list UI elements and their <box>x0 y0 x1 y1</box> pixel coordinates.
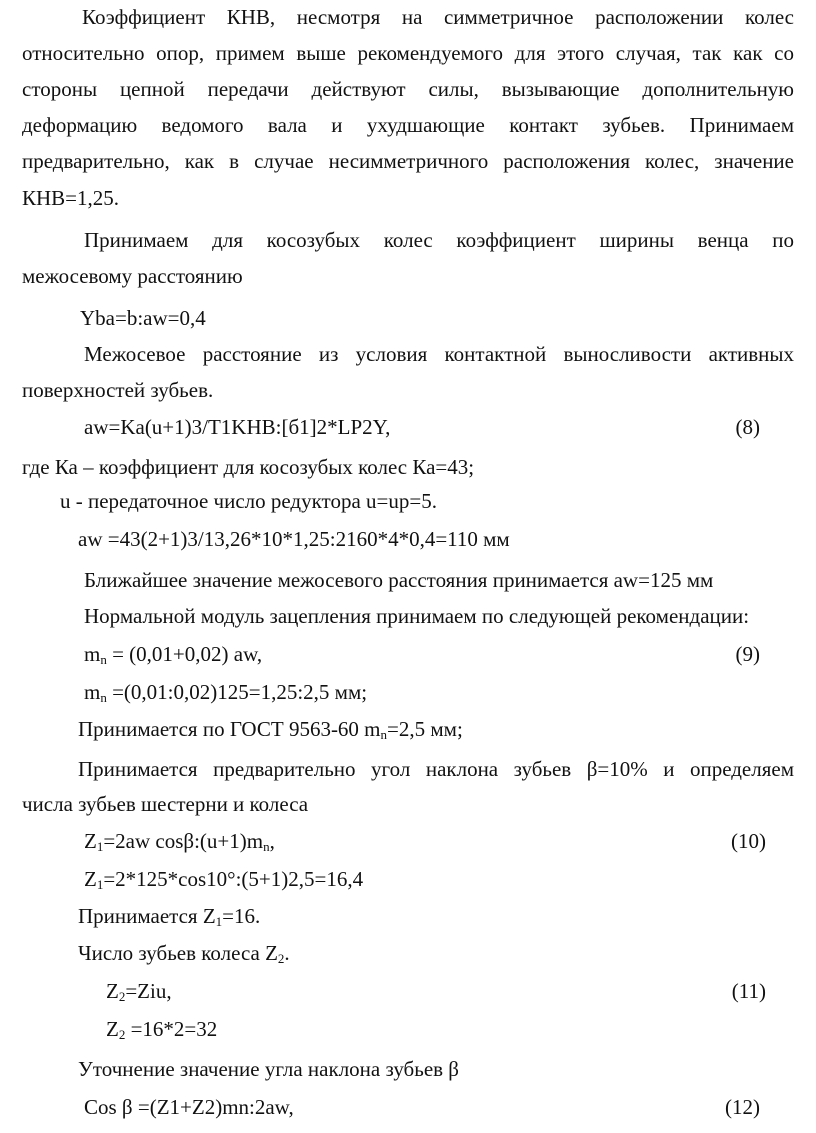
text: деформацию ведомого вала и ухудшающие контакт зубьев. Принимаем <box>22 113 794 137</box>
paragraph-2-line-1 <box>0 225 816 255</box>
subscript: 1 <box>96 839 104 854</box>
text: Yba=b:aw=0,4 <box>80 306 206 330</box>
subscript: n <box>100 652 107 667</box>
text: =2,5 мм; <box>387 717 463 741</box>
text: поверхностей зубьев. <box>22 378 214 402</box>
text: Нормальной модуль зацепления принимаем по следующей рекомендации: <box>84 604 750 628</box>
module-recommendation-line <box>0 601 816 631</box>
text: u - передаточное число редуктора u=up=5. <box>60 489 437 513</box>
subscript: n <box>263 839 270 854</box>
beta-title-line <box>0 1054 816 1084</box>
equation-number: (12) <box>725 1095 760 1119</box>
equation-12 <box>0 1092 816 1122</box>
paragraph-3-line-2 <box>0 375 816 405</box>
text: . <box>284 941 290 965</box>
text: aw =43(2+1)3/13,26*10*1,25:2160*4*0,4=110 мм <box>78 527 510 551</box>
nearest-aw-line <box>0 565 816 595</box>
yba-formula <box>0 303 816 333</box>
paragraph-4-line-1 <box>0 754 816 784</box>
where-ka-line <box>0 452 816 482</box>
gost-line <box>0 714 816 744</box>
text: стороны цепной передачи действуют силы, вызывающие дополнительную <box>22 77 794 101</box>
text: Принимается по ГОСТ 9563-60 m <box>78 717 381 741</box>
subscript: 2 <box>118 989 126 1004</box>
paragraph-1-line-2 <box>0 38 816 68</box>
z1-calculation <box>0 864 816 894</box>
text: =2*125*cos10°:(5+1)2,5=16,4 <box>103 867 364 891</box>
equation-8 <box>0 412 816 442</box>
equation-formula <box>84 639 262 669</box>
paragraph-4-line-2 <box>0 789 816 819</box>
subscript: 1 <box>96 877 104 892</box>
equation-formula <box>106 1014 217 1044</box>
text <box>78 901 260 931</box>
text: предварительно, как в случае несимметричного расположения колес, значение <box>22 149 794 173</box>
equation-number: (9) <box>735 642 760 666</box>
text <box>78 938 290 968</box>
text: межосевому расстоянию <box>22 264 243 288</box>
paragraph-2-line-2 <box>0 261 816 291</box>
aw-calculation <box>0 524 816 554</box>
text: Z <box>84 829 97 853</box>
text: Z <box>106 979 119 1003</box>
equation-11 <box>0 976 816 1006</box>
equation-formula <box>84 677 367 707</box>
equation-formula: Cos β =(Z1+Z2)mn:2aw, <box>84 1095 294 1119</box>
text: числа зубьев шестерни и колеса <box>22 792 309 816</box>
text: Принимается Z <box>78 904 216 928</box>
text: =(0,01:0,02)125=1,25:2,5 мм; <box>106 680 368 704</box>
text: Число зубьев колеса Z <box>78 941 278 965</box>
text: =Ziu, <box>125 979 172 1003</box>
subscript: n <box>380 727 388 742</box>
text: Принимается предварительно угол наклона зубьев β=10% и определяем <box>78 757 794 781</box>
equation-formula <box>84 864 363 894</box>
equation-number: (8) <box>735 415 760 439</box>
text: = (0,01+0,02) aw, <box>106 642 263 666</box>
u-definition-line <box>0 486 816 516</box>
paragraph-3-line-1 <box>0 339 816 369</box>
text: Межосевое расстояние из условия контактной выносливости активных <box>84 342 794 366</box>
equation-formula <box>84 826 275 856</box>
text: =2aw cosβ:(u+1)m <box>103 829 264 853</box>
paragraph-1-line-6 <box>0 183 816 213</box>
text: Z <box>106 1017 119 1041</box>
text <box>78 714 463 744</box>
subscript: 2 <box>118 1027 126 1042</box>
z2-title-line <box>0 938 816 968</box>
text: =16*2=32 <box>125 1017 218 1041</box>
equation-10 <box>0 826 816 856</box>
text: Ближайшее значение межосевого расстояния принимается aw=125 мм <box>84 568 714 592</box>
text: , <box>269 829 275 853</box>
subscript: 2 <box>277 951 285 966</box>
equation-number: (10) <box>731 829 766 853</box>
equation-number: (11) <box>731 979 766 1003</box>
text: относительно опор, примем выше рекомендуемого для этого случая, так как со <box>22 41 794 65</box>
subscript: 1 <box>215 914 223 929</box>
text: Коэффициент КНВ, несмотря на симметричное расположении колес <box>82 5 794 29</box>
paragraph-1-line-1 <box>0 2 816 32</box>
text: m <box>84 642 101 666</box>
text: m <box>84 680 101 704</box>
text: =16. <box>222 904 261 928</box>
text: Принимаем для косозубых колес коэффициент ширины венца по <box>84 228 794 252</box>
paragraph-1-line-4 <box>0 110 816 140</box>
text: Уточнение значение угла наклона зубьев β <box>78 1057 459 1081</box>
z1-accepted-line <box>0 901 816 931</box>
equation-formula <box>106 976 172 1006</box>
equation-9 <box>0 639 816 669</box>
text: Z <box>84 867 97 891</box>
z2-calculation <box>0 1014 816 1044</box>
subscript: n <box>100 690 107 705</box>
paragraph-1-line-3 <box>0 74 816 104</box>
text: где Ка – коэффициент для косозубых колес Ка=43; <box>22 455 475 479</box>
mn-calculation <box>0 677 816 707</box>
paragraph-1-line-5 <box>0 146 816 176</box>
text: КНВ=1,25. <box>22 186 120 210</box>
equation-formula: aw=Ka(u+1)3/T1KHB:[б1]2*LP2Y, <box>84 415 391 439</box>
